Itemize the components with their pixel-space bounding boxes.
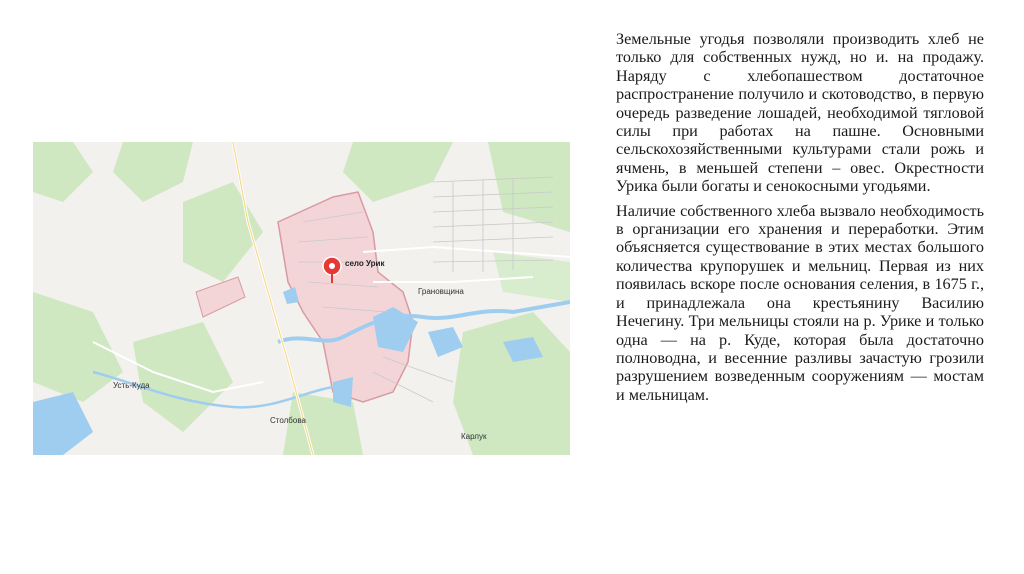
map-graphic [33, 142, 570, 455]
article-text [616, 30, 984, 410]
place-label-stolbova: Столбова [270, 416, 306, 425]
location-pin-icon [322, 256, 342, 284]
paragraph-1: Земельные угодья позволяли производить хлеб не только для собственных нужд, но и. на продажу. Наряду с хлебопашеством достаточное распространение получило и скотоводство, в первую очередь разведение лошадей, необходимой тягловой силы при работах на пашне. Основными сельскохозяйственными культурами стали рожь и ячмень, в меньшей степени – овес. Окрестности Урика были богаты и сенокосными угодьями. [616, 30, 984, 196]
place-label-granovshchina: Грановщина [418, 287, 464, 296]
place-label-ust-kuda: Усть-Куда [113, 381, 150, 390]
marker-label: село Урик [345, 259, 385, 268]
map-image [33, 142, 570, 455]
paragraph-2: Наличие собственного хлеба вызвало необходимость в организации его хранения и переработки. Этим объясняется существование в этих местах большого количества крупорушек и мельниц. Первая из них появилась вскоре после основания селения, в 1675 г., и принадлежала она крестьянину Василию Нечегину. Три мельницы стояли на р. Урике и только одна — на р. Куде, которая была достаточно полноводна, и весенние разливы зачастую грозили разрушением возведенным сооружениям — мостам и мельницам. [616, 201, 984, 404]
place-label-karluk: Карлук [461, 432, 487, 441]
